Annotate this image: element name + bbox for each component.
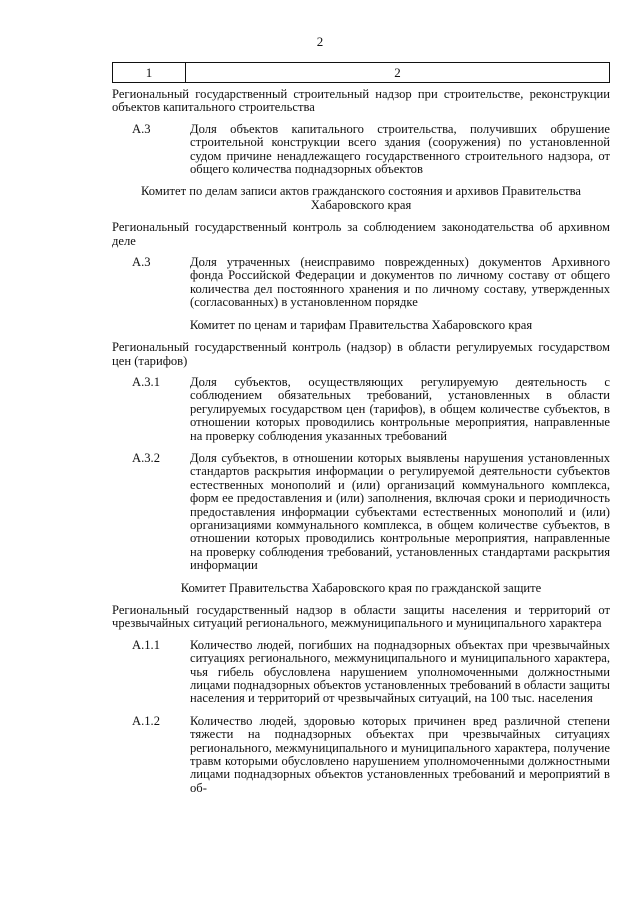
indicator-text: Доля утраченных (неисправимо поврежденных) документов Архивного фонда Российской Федерации и документов по личному составу от общего количества дел постоянного хранения и по личному составу, утвержденных (согласованных) в установленном порядке — [190, 255, 610, 310]
section-heading: Региональный государственный строительный надзор при строительстве, реконструкции объектов капитального строительства — [112, 87, 610, 115]
section-heading: Региональный государственный контроль за соблюдением законодательства об архивном деле — [112, 220, 610, 248]
indicator-row — [112, 715, 610, 795]
indicator-row — [112, 639, 610, 706]
column-header-1: 1 — [113, 63, 186, 82]
indicator-code: А.1.2 — [132, 713, 160, 728]
indicator-code: А.3.1 — [132, 374, 160, 389]
indicator-code: А.3.2 — [132, 450, 160, 465]
indicator-text: Доля субъектов, в отношении которых выявлены нарушения установленных стандартов раскрытия информации о регулируемой деятельности субъектов естественных монополий и (или) организаций коммунального комплекса, форм ее предоставления и (или) заполнения, включая сроки и периодичность предоставления информации субъектами естественных монополий и (или) организациями коммунального комплекса, в общем количестве субъектов, в отношении которых проводились контрольные мероприятия, направленные на проверку соблюдения требований, установленных стандартами раскрытия информации — [190, 450, 610, 573]
indicator-row — [112, 123, 610, 177]
column-header-table — [112, 62, 610, 83]
indicator-code: А.3 — [132, 255, 151, 270]
indicator-code: А.3 — [132, 121, 151, 136]
committee-title: Комитет Правительства Хабаровского края по гражданской защите — [180, 580, 542, 595]
committee-title: Комитет по делам записи актов гражданского состояния и архивов Правительства Хабаровского края — [141, 184, 581, 212]
indicator-text: Количество людей, здоровью которых причинен вред различной степени тяжести на поднадзорных объектах при чрезвычайных ситуациях регионального, межмуниципального и муниципального характера, получение травм которыми обусловлено нарушением уполномоченными должностными лицами поднадзорных объектов установленных требований и мероприятий в об- — [190, 713, 610, 795]
section-heading: Региональный государственный надзор в области защиты населения и территорий от чрезвычайных ситуаций регионального, межмуниципального и муниципального характера — [112, 603, 610, 631]
indicator-text: Количество людей, погибших на поднадзорных объектах при чрезвычайных ситуациях регионального, межмуниципального и муниципального характера, чья гибель обусловлена нарушением уполномоченными должностными лицами поднадзорных объектов установленных требований в области защиты населения и территорий от чрезвычайных ситуаций, на 100 тыс. населения — [190, 637, 611, 706]
indicator-row — [112, 452, 610, 573]
indicator-text: Доля субъектов, осуществляющих регулируемую деятельность с соблюдением обязательных требований, установленных в области регулируемых государством цен (тарифов), в общем количестве субъектов, в отношении которых проводились контрольные мероприятия, направленные на проверку соблюдения указанных требований — [190, 374, 610, 443]
page-number: 2 — [316, 34, 324, 49]
indicator-code: А.1.1 — [132, 637, 160, 652]
column-header-2: 2 — [394, 65, 401, 80]
section-heading: Региональный государственный контроль (надзор) в области регулируемых государством цен (тарифов) — [112, 340, 610, 368]
indicator-text: Доля объектов капитального строительства, получивших обрушение строительной конструкции всего здания (сооружения) по установленной судом причине ненадлежащего государственного строительного надзора, от общего количества поднадзорных объектов — [190, 121, 610, 177]
document-content — [112, 88, 610, 804]
indicator-row — [112, 256, 610, 310]
indicator-row — [112, 376, 610, 443]
committee-title: Комитет по ценам и тарифам Правительства Хабаровского края — [189, 317, 533, 332]
